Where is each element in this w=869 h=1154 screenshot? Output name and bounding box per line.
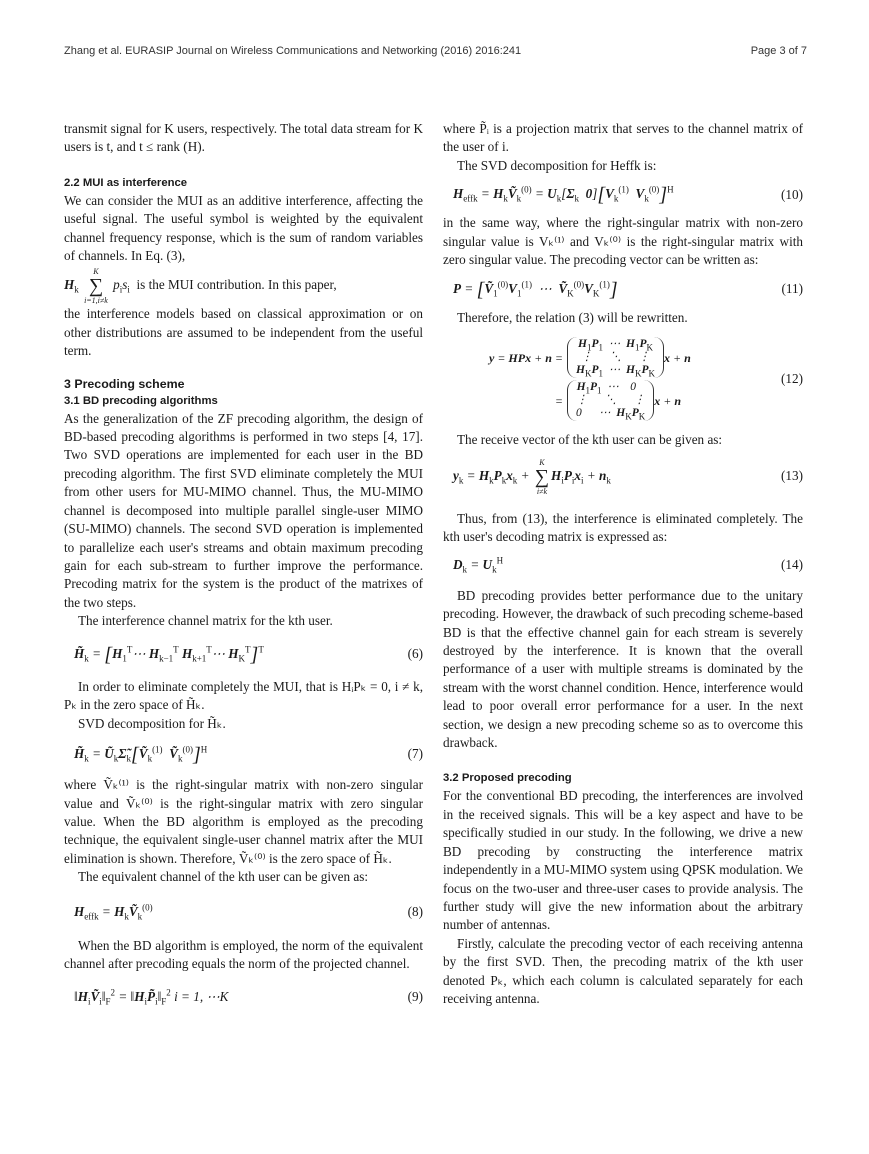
paragraph: The SVD decomposition for Heffk is: [457, 157, 657, 173]
paragraph: BD precoding provides better performance due to the unitary precoding. However, the drawback of such precoding scheme-based BD is that the effective channel gain for each stream is severely destroyed by the interference. It is known that the overall performance of a user with multiple streams is dominated by the stream with the worst channel condition. Hence, interference would lead to poor overall error performance for a user. In the next section, we design a new precoding scheme so as to overcome this drawback. [443, 587, 803, 751]
equation-number: (10) [781, 186, 803, 202]
subsection-heading: 3.2 Proposed precoding [443, 772, 572, 785]
paragraph: the interference models based on classical approximation or on other distributions are assumed to be independent from the useful term. [64, 306, 423, 359]
paragraph: Firstly, calculate the precoding vector of each receiving antenna by the first SVD. Then, the precoding matrix of the kth user denoted Pₖ, which each column is calculated separately for each receiving antenna. [443, 935, 803, 1006]
paragraph: The receive vector of the kth user can be given as: [457, 432, 723, 448]
paragraph: The equivalent channel of the kth user can be given as: [78, 869, 369, 885]
equation-number: (12) [781, 370, 803, 386]
page-number: Page 3 of 7 [750, 45, 807, 57]
paragraph: in the same way, where the right-singular matrix with non-zero singular value is Vₖ⁽¹⁾ and Vₖ⁽⁰⁾ is the right-singular matrix with zero singular value. The precoding vector can be written as: [443, 215, 803, 268]
equation-number: (14) [781, 557, 803, 573]
equation-10: $H_{effk}$ = $H_kṼ_k^{(0)} = U_k[\Sigma_k$ $0][V_k^{(1)}$ $V_k^{(0)}]^H$ (10) [453, 183, 803, 206]
paragraph: transmit signal for K users, respectively. The total data stream for K users is t, and t ≤ rank (H). [64, 121, 423, 155]
equation-number: (11) [781, 280, 803, 296]
equation-number: (13) [781, 468, 803, 484]
subsection-heading: 3.1 BD precoding algorithms [64, 394, 218, 407]
equation-number: (8) [407, 903, 423, 919]
paragraph: where Ṽₖ⁽¹⁾ is the right-singular matrix with non-zero singular value and Ṽₖ⁽⁰⁾ is the right-singular matrix with zero singular value. When the BD algorithm is employed as the precoding technique, the equivalent single-user channel matrix after the MUI elimination is shown. Therefore, Ṽₖ⁽⁰⁾ is the zero space of H̃ₖ. [64, 777, 423, 866]
paragraph: Thus, from (13), the interference is eliminated completely. The kth user's decoding matrix is expressed as: [443, 510, 803, 544]
equation-6: $H̃_k$ = [$H_1^T\cdots$ $H_{k-1}^T$ $H_{k+1}^T\cdots$ $H_K^T]^T$ (6) [74, 643, 423, 666]
equation-12: y = HPx + n = $H_1P_1$ ⋯ $H_1P_K$ ⋮ ⋱ ⋮ $H_KP_1$ ⋯ $H_KP_K$ x + n = $H_1P_1$ ⋯ 0 ⋮ ⋱ ⋮ 0 ⋯ $H_KP_K$ x + n (12) [488, 338, 803, 422]
text: is the MUI contribution. In this paper, [136, 277, 337, 293]
paragraph: In order to eliminate completely the MUI, that is HᵢPₖ = 0, i ≠ k, Pₖ in the zero space of H̃ₖ. [64, 678, 423, 713]
paragraph: We can consider the MUI as an additive interference, affecting the useful signal. The useful symbol is weighted by the equivalent channel frequency response, which is the sum of random variables of channels. In Eq. (3), [64, 192, 423, 264]
left-column [64, 120, 423, 1020]
paragraph: where P̃ᵢ is a projection matrix that serves to the channel matrix of the user of i. [443, 121, 803, 155]
paragraph: As the generalization of the ZF precoding algorithm, the design of BD-based precoding algorithms is performed in two steps [4, 17]. Two SVD operations are implemented for each user in the BD precoding algorithm. The first SVD eliminate completely the MUI from other users for MU-MIMO channel. Thus, the MU-MIMO channel is decomposed into multiple parallel single-user MIMO (SU-MIMO) channels. The second SVD operation is implemented to parallelize each user's streams and obtain maximum precoding gain for each sub-stream to further improve the performance. Precoding matrix for the system is the product of the matrixes of the two steps. [64, 410, 423, 610]
section-heading: 3 Precoding scheme [64, 376, 185, 391]
equation-number: (6) [407, 645, 423, 661]
paragraph: The interference channel matrix for the kth user. [78, 613, 333, 629]
equation-9: $‖H_iṼ_i‖_F^2$ = $‖H_iP̃_i‖_F^2$ i = 1, ⋯K (9) [74, 987, 423, 1007]
paragraph: When the BD algorithm is employed, the norm of the equivalent channel after precoding equals the norm of the projected channel. [64, 937, 423, 972]
paragraph: For the conventional BD precoding, the interferences are involved in the received signals. This will be a key aspect and have to be specifically studied in our study. In the following, we drive a new BD precoding by constructing the interference matrix independently in a MU-MIMO system using QPSK modulation. We focus on the two-user and three-user cases to provide analysis. The further study will give the new information about the arbitrary number of antennas. [443, 788, 803, 933]
subsection-heading: 2.2 MUI as interference [64, 176, 188, 189]
equation-8: $H_{effk}$ = $H_kṼ_k^{(0)}$ (8) [74, 902, 423, 922]
equation-number: (7) [407, 746, 423, 762]
right-column [443, 120, 803, 1008]
equation-13: $y_k = H_kP_kx_k$ + K ∑ i≠k $H_iP_ix_i + n_k$ (13) [453, 457, 803, 496]
equation-7: $H̃_k$ = $Ũ_k\Sigmã_k[Ṽ_k^{(1)}$ Ṽ$_k^{(0)}$]$^H$ (7) [74, 743, 423, 766]
paragraph: SVD decomposition for H̃ₖ. [78, 715, 226, 731]
paragraph: Therefore, the relation (3) will be rewritten. [457, 309, 688, 325]
equation-11: $P = [Ṽ_1^{(0)}V_1^{(1)}$ ⋯ $Ṽ_K^{(0)}V_K^{(1)}$] (11) [453, 278, 803, 301]
running-header: Zhang et al. EURASIP Journal on Wireless Communications and Networking (2016) 2016:241 [64, 45, 522, 57]
equation-14: $D_k = U_k^H$ (14) [453, 556, 803, 576]
inline-equation: $H_k$ K ∑ i=1,i≠k $p_is_i$ [64, 267, 130, 306]
paragraph-inline-eq [64, 267, 423, 305]
equation-number: (9) [407, 988, 423, 1004]
